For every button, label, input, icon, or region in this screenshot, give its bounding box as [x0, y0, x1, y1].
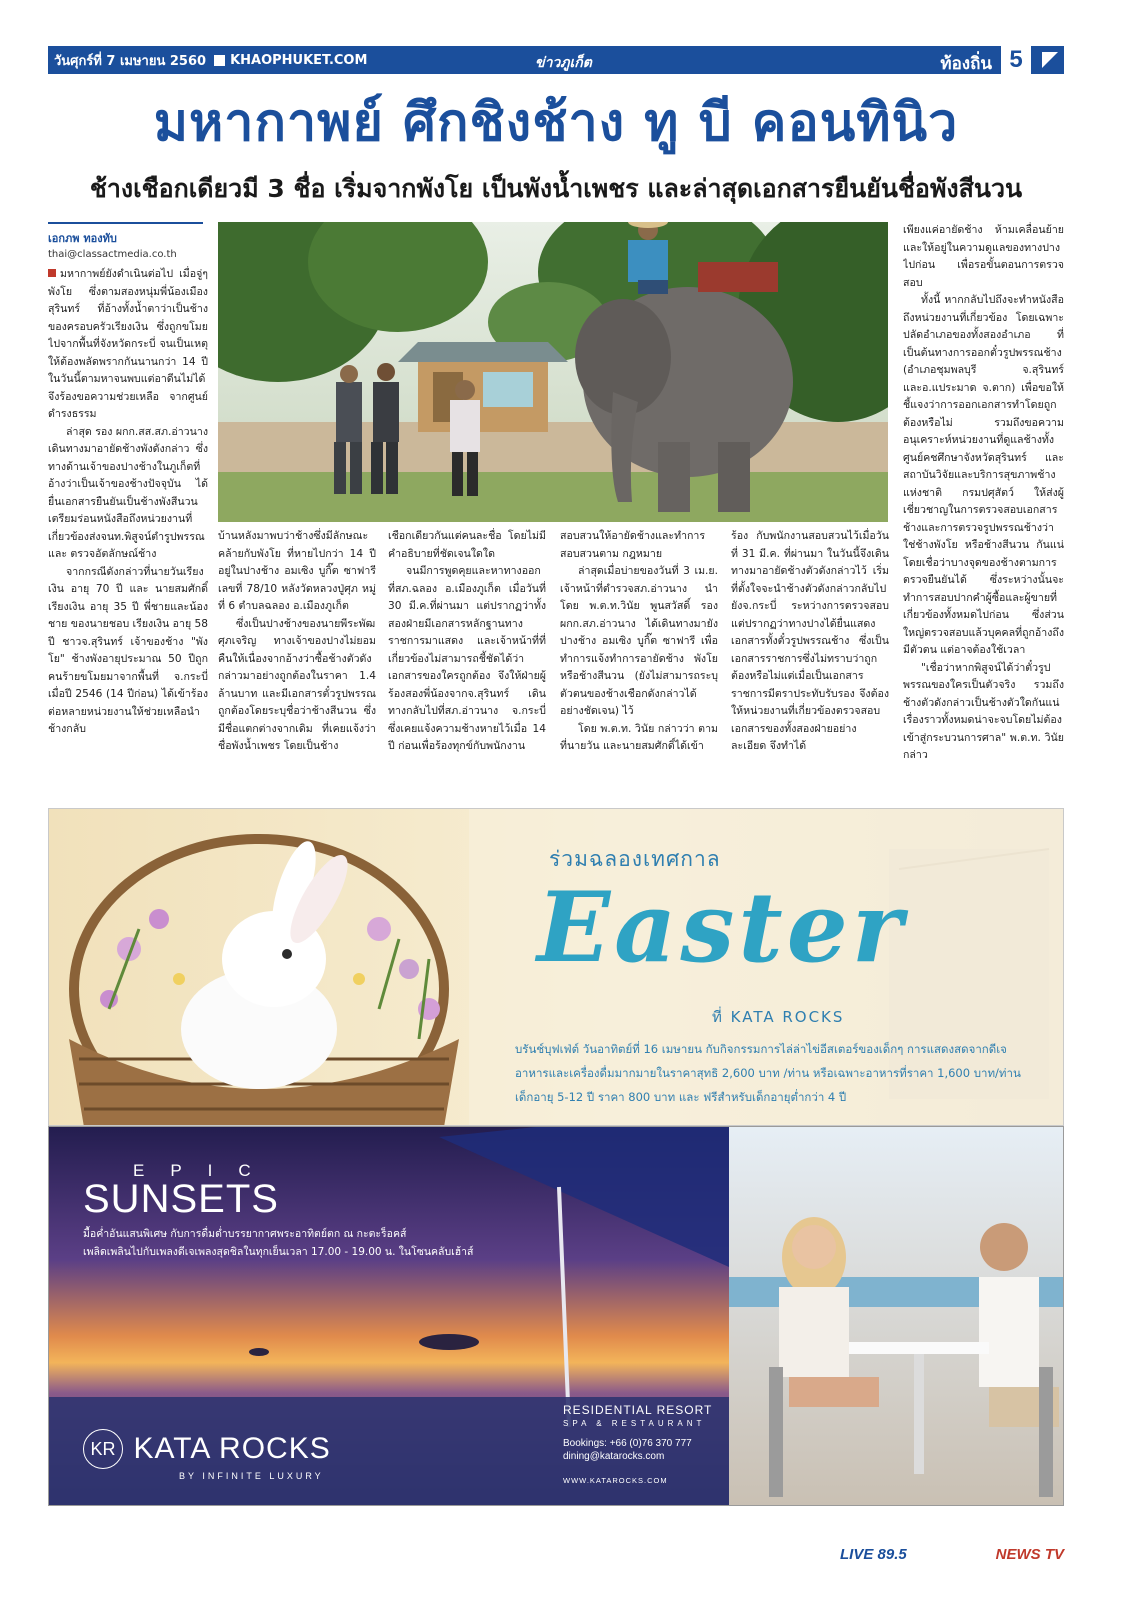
square-bullet-icon [214, 55, 225, 66]
easter-title: Easter [537, 871, 907, 984]
easter-detail-line: เด็กอายุ 5-12 ปี ราคา 800 บาท และ ฟรีสำหรับเด็กอายุต่ำกว่า 4 ปี [515, 1090, 847, 1104]
brand-tagline: BY INFINITE LUXURY [179, 1471, 324, 1481]
easter-location: ที่ KATA ROCKS [712, 1008, 845, 1026]
sunsets-advertisement[interactable] [48, 1126, 1064, 1506]
lead-marker-icon [48, 269, 56, 277]
site-url[interactable]: KHAOPHUKET.COM [230, 52, 368, 68]
article-column-3 [388, 528, 546, 802]
elephant-photo [218, 222, 888, 522]
paragraph: ร้อง กับพนักงานสอบสวนไว้เมื่อวันที่ 31 มี.ค. ที่ผ่านมา ในวันนี้จึงเดินทางมาอายัดช้างตัวดังกล่าวไว้ เริ่มที่ตั้งใจจะนำช้างตัวดังกล่าวกลับไปยังจ.กระบี่ ระหว่างการตรวจสอบ แต่ปรากฏว่าทางปางได้ยื่นแสดงเอกสารทั้งตั๋วรูปพรรณช้าง ซึ่งเป็นเอกสารราชการซึ่งไม่ทราบว่าถูกต้องหรือไม่แต่เมื่อเป็นเอกสารราชการมีตราประทับรับรอง จึงต้องให้หน่วยงานที่เกี่ยวข้องตรวจสอบเอกสารของทั้งสองฝ่ายอย่างละเอียด จึงทำได้ [731, 530, 889, 752]
paragraph: จนมีการพูดคุยและหาทางออกที่สภ.ฉลอง อ.เมืองภูเก็ต เมื่อวันที่ 30 มี.ค.ที่ผ่านมา แต่ปรากฏว่าทั้งสองฝ่ายมีเอกสารหลักฐานทางราชการมาแสดง และเจ้าหน้าที่ที่เกี่ยวข้องไม่สามารถชี้ชัดได้ว่าเอกสารของใครถูกต้อง จึงให้ฝ่ายผู้ร้องสองพี่น้องจากจ.สุรินทร์ เดินทางกลับไปที่สภ.อ่าวนาง จ.กระบี่ ซึ่งเคยแจ้งความช้างหายไว้เมื่อ 14 ปี ก่อนเพื่อร้องทุกข์กับพนักงาน [388, 565, 546, 752]
resort-sub: SPA & RESTAURANT [563, 1419, 706, 1428]
paragraph: ล่าสุดเมื่อบ่ายของวันที่ 3 เม.ย. เจ้าหน้าที่ตำรวจสภ.อ่าวนาง นำโดย พ.ต.ท.วินัย พูนสวัสดิ์ รองผกก.สภ.อ่าวนาง ได้เดินทางมายัง ปางช้าง อมเซิง บูกิ๊ต ซาฟารี เพื่อทำการแจ้งทำการอายัดช้าง พังโย หรือช้างสีนวน (ยังไม่สามารถระบุตัวตนของช้างเชือกดังกล่าวได้อย่างชัดเจน) ไว้ [560, 565, 718, 717]
section-name: ท้องถิ่น [940, 54, 992, 74]
paragraph: เชือกเดียวกันแต่คนละชื่อ โดยไม่มีคำอธิบายที่ชัดเจนใดใด [388, 530, 546, 560]
article-subheadline: ช้างเชือกเดียวมี 3 ชื่อ เริ่มจากพังโย เป็นพังน้ำเพชร และล่าสุดเอกสารยืนยันชื่อพังสีนวน [89, 174, 1023, 203]
article-column-4 [560, 528, 718, 802]
sunsets-text: มื้อค่ำอันแสนพิเศษ กับการดื่มด่ำบรรยากาศพระอาทิตย์ตก ณ กะตะร็อคส์ [83, 1228, 407, 1240]
author-email[interactable]: thai@classactmedia.co.th [48, 249, 177, 260]
easter-detail-line: อาหารและเครื่องดื่มมากมายในราคาสุทธิ 2,600 บาท /ท่าน หรือเฉพาะอาหารที่ราคา 1,600 บาท/ท่าน [515, 1066, 1021, 1080]
paragraph: ล่าสุด รอง ผกก.สส.สภ.อ่าวนาง เดินทางมาอายัดช้างพังดังกล่าว ซึ่งทางด้านเจ้าของปางช้างในภูเก็ตที่อ้างว่าเป็นเจ้าของช้างปัจจุบัน ได้ยื่นเอกสารยืนยันเป็นช้างพังสีนวน เตรียมร่อนหนังสือถึงหน่วยงานที่เกี่ยวข้องส่งจนท.พิสูจน์ตำรูปพรรณและ ตรวจอัตลักษณ์ช้าง [48, 425, 208, 560]
article-headline: มหากาพย์ ศึกชิงช้าง ทู บี คอนทินิว [153, 93, 959, 153]
paragraph: จากกรณีดังกล่าวที่นายวันเรียงเงิน อายุ 70 ปี และ นายสมศักดิ์ เรียงเงิน อายุ 35 ปี พี่ชายและน้องชาย ของนายชอบ เรียงเงิน อายุ 58 ปี ชาวจ.สุรินทร์ เจ้าของช้าง "พังโย" ช้างพังอายุประมาณ 50 ปีถูกคนร้ายขโมยมาจากพื้นที่ จ.กระบี่ เมื่อปี 2546 (14 ปีก่อน) ได้เข้าร้องต่อหลายหน่วยงานให้ช่วยเหลือนำช้างกลับ [48, 565, 208, 735]
paragraph: เพียงแค่อายัดช้าง ห้ามเคลื่อนย้ายและให้อยู่ในความดูแลของทางปางไปก่อน เพื่อรอขั้นตอนการตรวจสอบ [903, 224, 1064, 289]
header-bar [48, 46, 1064, 74]
sunsets-epic-label: EPIC [133, 1161, 277, 1180]
byline [48, 222, 203, 260]
paragraph: สอบสวนให้อายัดช้างและทำการสอบสวนตาม กฎหมาย [560, 530, 706, 560]
paragraph: มหากาพย์ยังดำเนินต่อไป เมื่อจู่ๆพังโย ซึ่งตามสองหนุ่มพี่น้องเมืองสุรินทร์ ที่อ้างทั้งน้ำตาว่าเป็นช้างของครอบครัวเรียงเงิน ซึ่งถูกขโมยไปจากพื้นที่จังหวัดกระบี่ จนเป็นเหตุให้ต้องพลัดพรากกันนานกว่า 14 ปี ในวันนี้ตามหาจนพบแต่อาดีนไม่ได้ จึงร้องขอความช่วยเหลือ จากศูนย์ดำรงธรรม [48, 268, 208, 420]
sunsets-title: SUNSETS [83, 1177, 279, 1221]
paragraph: โดย พ.ต.ท. วินัย กล่าวว่า ตามที่นายวัน และนายสมศักดิ์ได้เข้า [560, 722, 718, 752]
resort-line: RESIDENTIAL RESORT [563, 1403, 713, 1417]
article-column-5 [731, 528, 889, 802]
corner-arrow-icon [1036, 46, 1064, 74]
brand-initials: KR [83, 1429, 123, 1469]
paragraph: บ้านหลังมาพบว่าช้างซึ่งมีลักษณะคล้ายกับพังโย ที่หายไปกว่า 14 ปี อยู่ในปางช้าง อมเซิง บูกิ๊ต ซาฟารี เลขที่ 78/10 หลังวัดหลวงปู่ศุภ หมู่ที่ 6 ตำบลฉลอง อ.เมืองภูเก็ต [218, 530, 376, 612]
bookings-email[interactable]: dining@katarocks.com [563, 1451, 665, 1462]
newspaper-logo: ข่าวภูเก็ต [535, 55, 592, 71]
kata-rocks-logo [83, 1429, 331, 1481]
brand-name: KATA ROCKS [133, 1432, 331, 1465]
bookings-phone[interactable]: Bookings: +66 (0)76 370 777 [563, 1438, 692, 1449]
author-name: เอกภพ ทองทับ [48, 232, 117, 245]
footer-logos [840, 1542, 1064, 1566]
easter-title-thai: ร่วมฉลองเทศกาล [549, 847, 721, 871]
news-tv-logo: NEWS TV [995, 1545, 1064, 1563]
resort-website[interactable]: WWW.KATAROCKS.COM [563, 1476, 668, 1485]
live-radio-logo: LIVE 89.5 [840, 1545, 907, 1563]
paragraph: "เชื่อว่าหากพิสูจน์ได้ว่าตั๋วรูปพรรณของใครเป็นตัวจริง รวมถึงช้างตัวดังกล่าวเป็นช้างตัวใดกันแน่ เรื่องราวทั้งหมดน่าจะจบโดยไม่ต้องเข้าสู่กระบวนการศาล" พ.ต.ท. วินัย กล่าว [903, 661, 1064, 761]
sunsets-text: เพลิดเพลินไปกับเพลงดีเจเพลงสุดชิลในทุกเย็นเวลา 17.00 - 19.00 น. ในโซนคลับเฮ้าส์ [83, 1246, 474, 1258]
easter-advertisement[interactable] [48, 808, 1064, 1126]
paragraph: ทั้งนี้ หากกลับไปถึงจะทำหนังสือถึงหน่วยงานที่เกี่ยวข้อง โดยเฉพาะปลัดอำเภอของทั้งสองอำเภอ ที่เป็นต้นทางการออกตั๋วรูปพรรณช้าง (อำเภอชุมพลบุรี จ.สุรินทร์ และอ.แประมาด จ.ตาก) เพื่อขอให้ชี้แจงว่าการออกเอกสารทำโดยถูกต้องหรือไม่ รวมถึงขอความอนุเคราะห์หน่วยงานที่ดูแลช้างทั้งศูนย์คชศึกษาจังหวัดสุรินทร์ และสถาบันวิจัยและบริการสุขภาพช้างแห่งชาติ กรมปศุสัตว์ ให้ส่งผู้เชี่ยวชาญในการตรวจสอบเอกสารช้างและการตรวจรูปพรรณช้างว่าใช่ช้างพังโย หรือช้างสีนวน กันแน่ โดยเชื่อว่าบางจุดของช้างตามการตรวจยืนยันได้ ซึ่งระหว่างนั้นจะทำการสอบปากคำผู้ซื้อและผู้ขายที่เกี่ยวข้องทั้งหมดไปก่อน ซึ่งส่วนใหญ่ตรวจสอบแล้วบุคคลที่ถูกอ้างถึงมีตัวตน แต่อาจต้องใช้เวลา [903, 294, 1064, 656]
page-number: 5 [1001, 46, 1031, 74]
article-column-1 [48, 266, 208, 802]
resort-contact [563, 1403, 712, 1485]
article-column-6 [903, 222, 1064, 802]
easter-detail-line: บรันช์บุฟเฟ่ต์ วันอาทิตย์ที่ 16 เมษายน กับกิจกรรมการไล่ล่าไข่อีสเตอร์ของเด็กๆ การแสดงสดจากดีเจ [515, 1042, 1007, 1056]
paragraph: ซึ่งเป็นปางช้างของนายพีระพัฒ ศุภเจริญ ทางเจ้าของปางไม่ยอมคืนให้เนื่องจากอ้างว่าซื้อช้างตัวดังกล่าวมาอย่างถูกต้องในราคา 1.4 ล้านบาท และมีเอกสารตั๋วรูปพรรณถูกต้องโดยระบุชื่อว่าช้างสีนวน ซึ่งมีชื่อแตกต่างจากเดิม ที่เคยแจ้งว่าชื่อพังน้ำเพชร โดยเป็นช้าง [218, 617, 376, 752]
article-column-2 [218, 528, 376, 802]
issue-date: วันศุกร์ที่ 7 เมษายน 2560 [54, 53, 207, 69]
